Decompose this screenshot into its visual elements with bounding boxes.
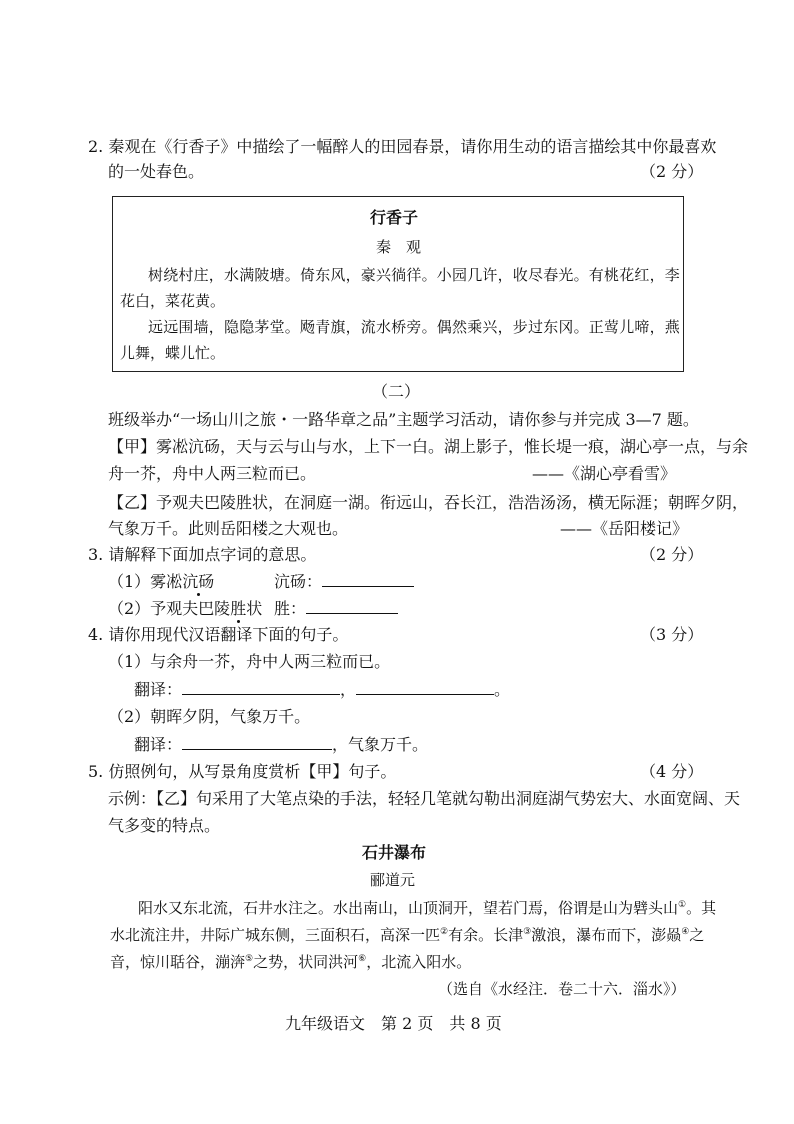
q4-item-2-tail: ，气象万千。 [332,735,429,754]
passage-yi-source: ——《岳阳楼记》 [560,519,689,538]
passage-line-2-c: 激浪，瀑布而下，澎赑 [531,926,682,944]
note-marker-5: ⑤ [245,954,254,964]
q3-item-2-blank[interactable] [306,599,398,614]
passage-line-3-a: 音，惊川聒谷，漰渀 [110,953,246,971]
passage-line-2 [110,924,704,945]
q3-item-2-label: 胜： [274,599,307,618]
q4-item-1-label: 翻译： [134,680,183,699]
note-marker-1: ① [678,900,687,910]
q3-item-1-text: （1）雾凇 [108,572,183,591]
q5-score: （4 分） [640,762,704,781]
note-marker-3: ③ [523,927,532,937]
q3-item-1-blank[interactable] [322,572,414,587]
passage-line-3-b: 之势，状同洪河 [253,953,359,971]
q4-score: （3 分） [640,625,704,644]
passage-jia-source: ——《湖心亭看雪》 [532,464,677,483]
q3-item-1-label: 沆砀： [274,572,323,591]
passage-yi-line2: 气象万千。此则岳阳楼之大观也。 [108,519,349,538]
q3-item-1 [108,572,214,592]
passage-yi-line1: 【乙】予观夫巴陵胜状，在洞庭一湖。衔远山，吞长江，浩浩汤汤，横无际涯；朝晖夕阴， [108,493,749,512]
passage-source: （选自《水经注．卷二十六．淄水》） [438,980,686,998]
passage-line-3-c: ，北流入阳水。 [366,953,472,971]
q5-example-line1: 示例：【乙】句采用了大笔点染的手法，轻轻几笔就勾勒出洞庭湖气势宏大、水面宽阔、天 [108,789,741,808]
q4-item-2-answer [134,735,428,755]
q3-stem: 3. 请解释下面加点字词的意思。 [88,545,317,564]
q3-item-1-answer [274,572,414,592]
passage-jia-line2: 舟一芥，舟中人两三粒而已。 [108,464,317,483]
poem-line-2: 花白，菜花黄。 [120,292,226,310]
passage-jia-line1: 【甲】雾凇沆砀，天与云与山与水，上下一白。湖上影子，惟长堤一痕，湖心亭一点，与余 [108,437,749,456]
q4-item-1-comma: ， [340,680,357,699]
passage-line-1 [138,897,716,918]
q4-stem: 4. 请你用现代汉语翻译下面的句子。 [88,625,349,644]
note-marker-6: ⑥ [358,954,367,964]
note-marker-2: ② [440,927,449,937]
q4-item-2-blank[interactable] [182,735,332,750]
poem-line-4: 儿舞，蝶儿忙。 [120,344,226,362]
passage-line-2-a: 水北流注井，井际广城东侧，三面积石，高深一匹 [110,926,441,944]
passage-line-2-b: 有余。长津 [448,926,524,944]
note-marker-4: ④ [681,927,690,937]
q4-item-1-period: 。 [494,680,511,699]
q3-item-2 [108,599,262,619]
passage-line-1-tail: 。其 [686,899,717,917]
q5-stem: 5. 仿照例句，从写景角度赏析【甲】句子。 [88,762,397,781]
passage-line-2-d: 之 [689,926,705,944]
passage-title: 石井瀑布 [362,843,427,862]
q3-item-2-text: （2）予观夫巴陵 [108,599,231,618]
poem-line-3: 远远围墙，隐隐茅堂。飏青旗，流水桥旁。偶然乘兴，步过东冈。正莺儿啼，燕 [148,318,681,336]
q4-item-2: （2）朝晖夕阴，气象万千。 [108,707,311,726]
q3-item-2-tail: 状 [246,599,263,618]
q5-example-line2: 气多变的特点。 [108,816,221,835]
passage-author: 郦道元 [370,871,416,889]
section-intro: 班级举办“一场山川之旅・一路华章之品”主题学习活动，请你参与并完成 3—7 题。 [108,410,699,429]
poem-line-1: 树绕村庄，水满陂塘。倚东风，豪兴徜徉。小园几许，收尽春光。有桃花红，李 [148,266,681,284]
q4-item-1-blank-a[interactable] [182,680,340,695]
passage-line-3 [110,951,471,972]
q3-item-2-answer [274,599,398,619]
q4-item-1: （1）与余舟一芥，舟中人两三粒而已。 [108,652,391,671]
poem-title: 行香子 [370,208,419,227]
q4-item-1-blank-b[interactable] [356,680,494,695]
section-heading: （二） [372,382,421,401]
q3-score: （2 分） [640,545,704,564]
q2-stem-line1: 2. 秦观在《行香子》中描绘了一幅醉人的田园春景，请你用生动的语言描绘其中你最喜欢 [88,137,717,156]
page-footer: 九年级语文 第 2 页 共 8 页 [285,1014,502,1033]
q4-item-1-answer [134,680,510,700]
q3-item-2-dotted: 胜 [230,599,247,618]
poem-author: 秦 观 [376,238,422,256]
q2-stem-line2: 的一处春色。 [108,162,205,181]
passage-line-1-text: 阳水又东北流，石井水注之。水出南山，山顶洞开，望若门焉，俗谓是山为礕头山 [138,899,679,917]
q4-item-2-label: 翻译： [134,735,183,754]
q2-score: （2 分） [640,162,704,181]
q3-item-1-dotted: 沆砀 [182,572,215,591]
